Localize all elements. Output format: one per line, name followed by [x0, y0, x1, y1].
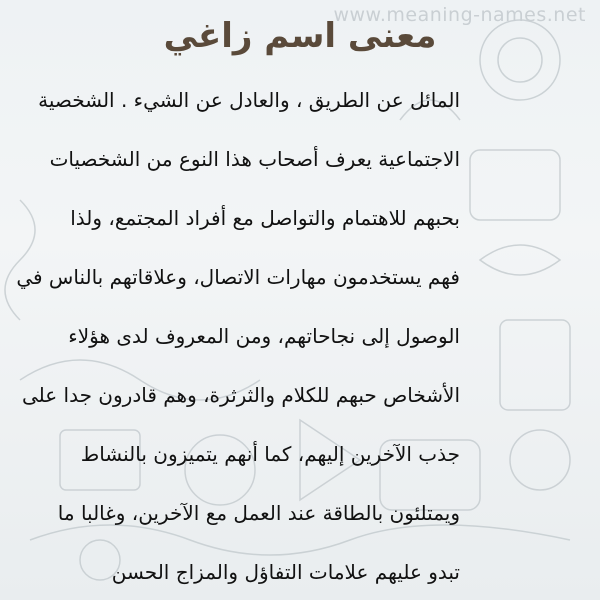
text-line: الاجتماعية يعرف أصحاب هذا النوع من الشخصيات — [49, 147, 460, 171]
text-line: بحبهم للاهتمام والتواصل مع أفراد المجتمع، ولذا — [70, 206, 460, 230]
text-line: الأشخاص حبهم للكلام والثرثرة، وهم قادرون جدا على — [21, 383, 460, 407]
page-title: معنى اسم زاغي — [163, 16, 437, 56]
text-line: تبدو عليهم علامات التفاؤل والمزاج الحسن — [111, 560, 460, 584]
text-line: جذب الآخرين إليهم، كما أنهم يتميزون بالنشاط — [80, 442, 460, 466]
text-line: الوصول إلى نجاحاتهم، ومن المعروف لدى هؤلاء — [68, 324, 460, 348]
text-line: فهم يستخدمون مهارات الاتصال، وعلاقاتهم بالناس في — [16, 265, 460, 289]
text-line: المائل عن الطريق ، والعادل عن الشيء . الشخصية — [38, 88, 460, 112]
site-watermark: www.meaning-names.net — [333, 4, 586, 26]
meaning-text — [16, 78, 460, 609]
text-line: ويمتلئون بالطاقة عند العمل مع الآخرين، وغالبا ما — [57, 501, 460, 525]
